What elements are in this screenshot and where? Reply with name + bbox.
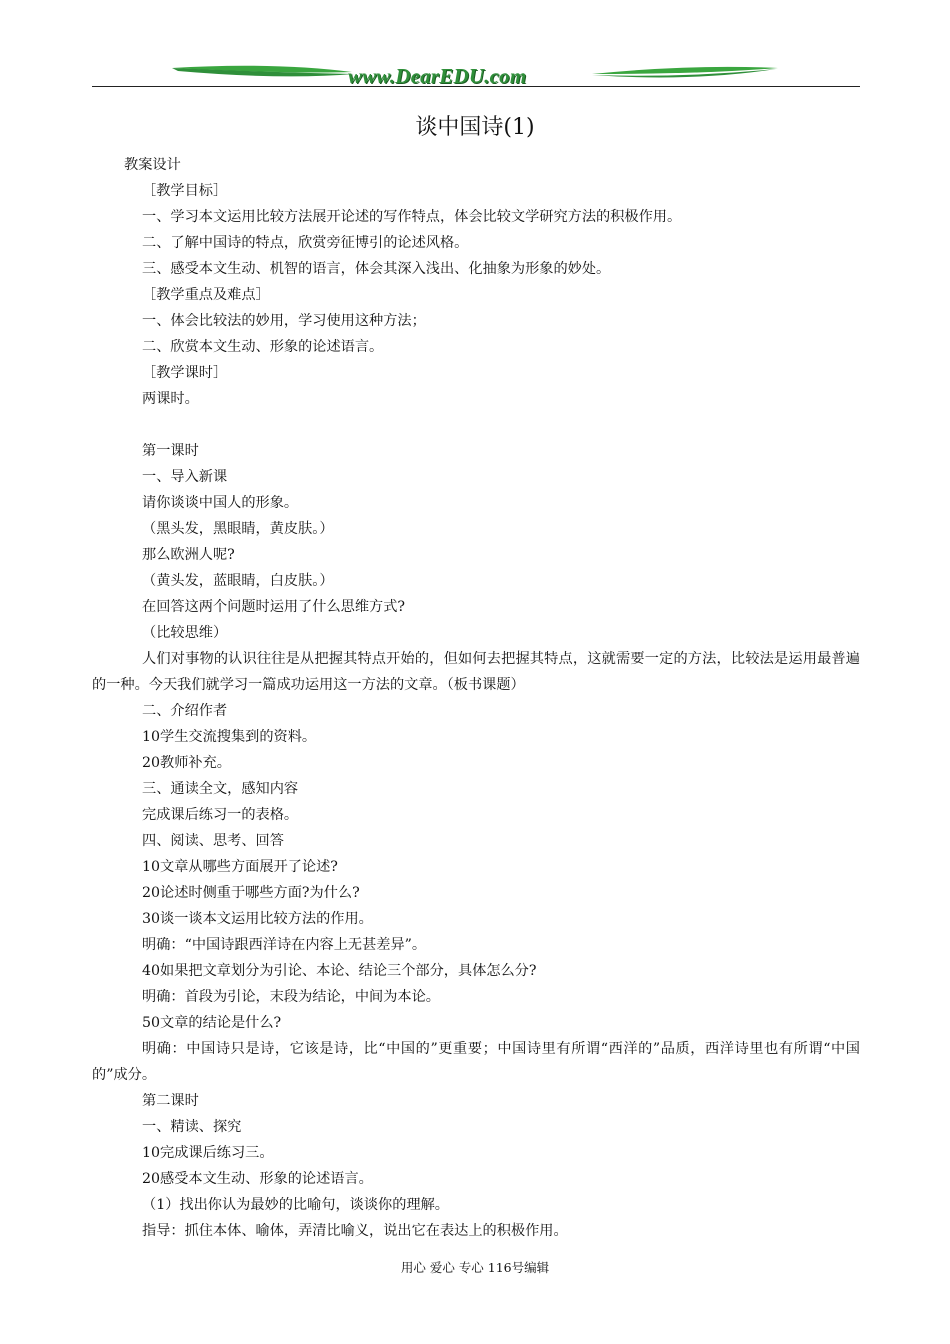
paragraph: 一、体会比较法的妙用，学习使用这种方法； [142,313,426,329]
paragraph: 指导：抓住本体、喻体，弄清比喻义，说出它在表达上的积极作用。 [142,1223,568,1239]
paragraph: 三、通读全文，感知内容 [142,781,299,797]
paragraph: 第二课时 [142,1093,199,1109]
paragraph: 一、导入新课 [142,469,228,485]
paragraph: 10文章从哪些方面展开了论述? [142,859,338,875]
page-title: 谈中国诗(1) [415,115,535,140]
paragraph: ［教学目标］ [142,183,228,199]
site-logo: www.DearEDU.com [348,64,527,88]
paragraph: 四、阅读、思考、回答 [142,833,284,849]
paragraph: 两课时。 [142,391,199,407]
paragraph: 二、欣赏本文生动、形象的论述语言。 [142,339,384,355]
paragraph: 三、感受本文生动、机智的语言，体会其深入浅出、化抽象为形象的妙处。 [142,261,611,277]
paragraph: 人们对事物的认识往往是从把握其特点开始的，但如何去把握其特点，这就需要一定的方法，比较法是运用最普遍的一种。今天我们就学习一篇成功运用这一方法的文章。（板书课题） [92,651,860,693]
paragraph: 那么欧洲人呢? [142,547,235,563]
paragraph: 20教师补充。 [142,755,231,771]
paragraph: 一、学习本文运用比较方法展开论述的写作特点，体会比较文学研究方法的积极作用。 [142,209,682,225]
paragraph: 30谈一谈本文运用比较方法的作用。 [142,911,373,927]
paragraph: 二、了解中国诗的特点，欣赏旁征博引的论述风格。 [142,235,469,251]
paragraph: （黄头发，蓝眼睛，白皮肤。） [142,573,334,589]
paragraph: （1）找出你认为最妙的比喻句，谈谈你的理解。 [142,1197,449,1213]
paragraph: 20论述时侧重于哪些方面?为什么? [142,885,360,901]
page-footer: 用心 爱心 专心 116号编辑 [400,1260,550,1275]
paragraph: ［教学课时］ [142,365,228,381]
paragraph: 明确：“中国诗跟西洋诗在内容上无甚差异”。 [142,937,427,953]
paragraph: 教案设计 [124,157,181,173]
header-rule [92,86,860,87]
paragraph: 请你谈谈中国人的形象。 [142,495,299,511]
paragraph: 二、介绍作者 [142,703,228,719]
paragraph: 20感受本文生动、形象的论述语言。 [142,1171,373,1187]
right-swoosh [592,67,778,74]
paragraph: 第一课时 [142,443,199,459]
paragraph: （黑头发，黑眼睛，黄皮肤。） [142,521,334,537]
paragraph: 完成课后练习一的表格。 [142,807,299,823]
paragraph: 明确：首段为引论，末段为结论，中间为本论。 [142,989,440,1005]
paragraph: 一、精读、探究 [142,1119,242,1135]
blank-line [92,412,860,438]
paragraph: 50文章的结论是什么? [142,1015,282,1031]
paragraph: 10完成课后练习三。 [142,1145,274,1161]
paragraph: 10学生交流搜集到的资料。 [142,729,317,745]
paragraph: ［教学重点及难点］ [142,287,270,303]
paragraph: 40如果把文章划分为引论、本论、结论三个部分，具体怎么分? [142,963,537,979]
paragraph: 在回答这两个问题时运用了什么思维方式? [142,599,405,615]
paragraph: （比较思维） [142,625,228,641]
paragraph: 明确：中国诗只是诗，它该是诗，比“中国的”更重要；中国诗里有所谓“西洋的”品质，西洋诗里也有所谓“中国的”成分。 [92,1041,860,1083]
document-body [92,152,860,1244]
